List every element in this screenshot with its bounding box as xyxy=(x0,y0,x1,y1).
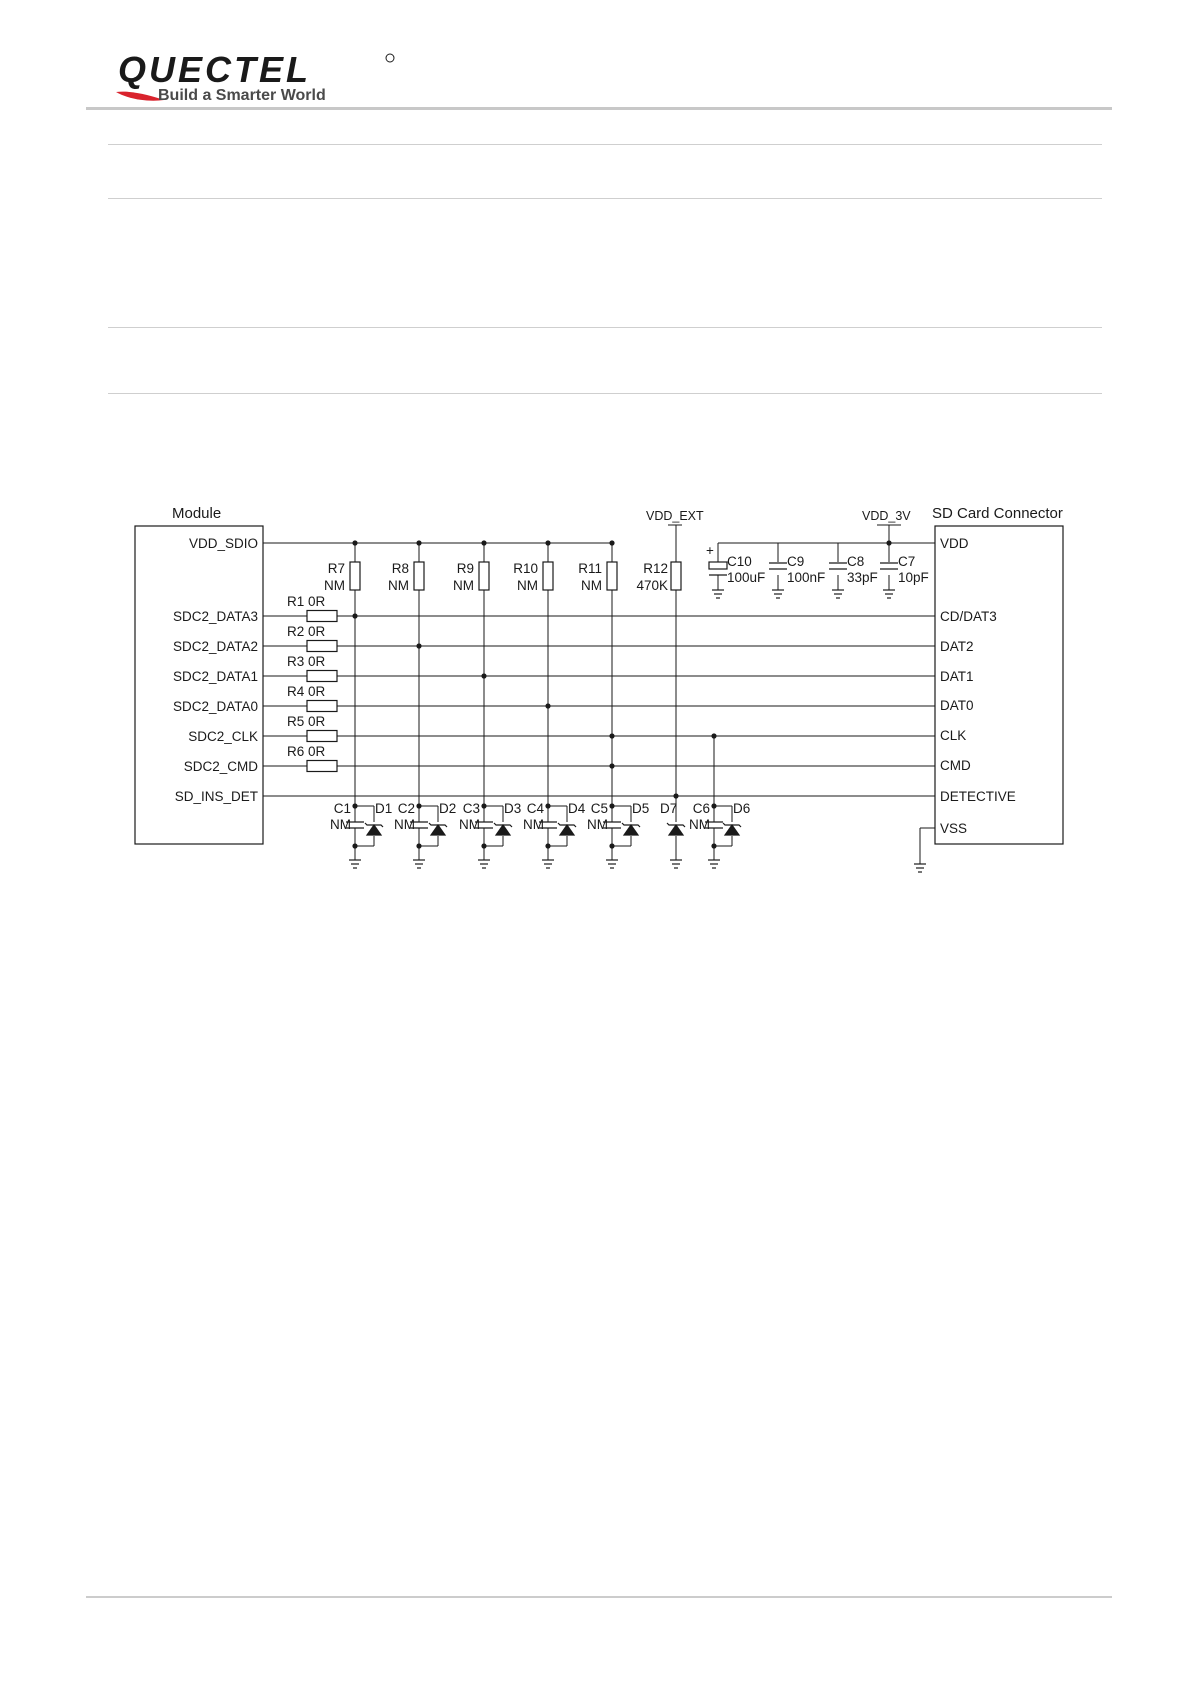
quectel-logo xyxy=(112,50,402,105)
logo-wordmark: QUECTEL xyxy=(118,50,312,90)
resistor-body xyxy=(543,562,553,590)
esd-cap-value: NM xyxy=(394,817,415,832)
junction-dot xyxy=(481,540,486,545)
tvs-diode-icon xyxy=(367,825,381,835)
cap-value: 10pF xyxy=(898,570,929,585)
junction-dot xyxy=(416,843,421,848)
junction-dot xyxy=(886,540,891,545)
junction-dot xyxy=(545,803,550,808)
junction-dot xyxy=(416,540,421,545)
ground-symbol xyxy=(606,860,618,868)
resistor-value: 0R xyxy=(308,714,326,729)
table-rule xyxy=(108,327,1102,328)
esd-cap-ref: C5 xyxy=(590,801,608,816)
resistor-ref: R3 xyxy=(287,654,305,669)
ground-symbol xyxy=(708,860,720,868)
resistor-body xyxy=(671,562,681,590)
module-title: Module xyxy=(172,505,222,522)
pullup-value: 470K xyxy=(636,578,668,593)
table-rule xyxy=(108,198,1102,199)
junction-dot xyxy=(609,763,614,768)
junction-dot xyxy=(481,673,486,678)
module-pin-label: SDC2_DATA2 xyxy=(172,639,258,654)
tvs-ref: D1 xyxy=(375,801,393,816)
esd-cap-value: NM xyxy=(459,817,480,832)
logo-swoosh xyxy=(116,92,164,101)
pullup-ref: R11 xyxy=(578,561,602,576)
ground-symbol xyxy=(349,860,361,868)
ground-symbol xyxy=(883,590,895,598)
ground-symbol xyxy=(772,590,784,598)
ground-symbol xyxy=(832,590,844,598)
connector-pin-label: VSS xyxy=(940,821,968,836)
tvs-diode-icon xyxy=(496,825,510,835)
resistor-value: 0R xyxy=(308,744,326,759)
ground-symbol xyxy=(478,860,490,868)
junction-dot xyxy=(352,803,357,808)
esd-cap-ref: C2 xyxy=(397,801,415,816)
tvs-diode-icon xyxy=(560,825,574,835)
module-pin-label: SDC2_DATA1 xyxy=(172,669,258,684)
connector-pin-label: DETECTIVE xyxy=(940,789,1016,804)
resistor-ref: R4 xyxy=(287,684,305,699)
resistor-body xyxy=(607,562,617,590)
resistor-body xyxy=(307,761,337,772)
registered-mark xyxy=(386,54,394,62)
tvs-diode-icon xyxy=(431,825,445,835)
junction-dot xyxy=(481,843,486,848)
logo-tagline: Build a Smarter World xyxy=(158,87,326,104)
cap-value: 100nF xyxy=(787,570,826,585)
connector-pin-label: CLK xyxy=(940,728,967,743)
tvs-diode-icon xyxy=(669,825,683,835)
resistor-ref: R5 xyxy=(287,714,305,729)
resistor-value: 0R xyxy=(308,624,326,639)
footer-divider xyxy=(86,1596,1112,1598)
connector-pin-label: CMD xyxy=(940,758,971,773)
module-pin-label: SDC2_CMD xyxy=(183,759,258,774)
tvs-ref: D7 xyxy=(660,801,678,816)
pullup-ref: R9 xyxy=(456,561,474,576)
resistor-body xyxy=(414,562,424,590)
tvs-ref: D6 xyxy=(733,801,751,816)
junction-dot xyxy=(673,793,678,798)
polarity-mark: + xyxy=(706,543,714,558)
connector-pin-label: DAT1 xyxy=(940,669,974,684)
tvs-diode-icon xyxy=(725,825,739,835)
ground-symbol xyxy=(413,860,425,868)
pullup-ref: R7 xyxy=(327,561,345,576)
cap-value: 33pF xyxy=(847,570,878,585)
junction-dot xyxy=(609,843,614,848)
junction-dot xyxy=(545,540,550,545)
vdd-3v-label: VDD_3V xyxy=(862,509,911,523)
pullup-value: NM xyxy=(581,578,602,593)
vdd-ext-label: VDD_EXT xyxy=(646,509,704,523)
tvs-diode-icon xyxy=(624,825,638,835)
resistor-body xyxy=(307,641,337,652)
resistor-body xyxy=(307,731,337,742)
junction-dot xyxy=(545,703,550,708)
resistor-body xyxy=(307,611,337,622)
tvs-ref: D2 xyxy=(439,801,457,816)
connector-pin-label: VDD xyxy=(940,536,969,551)
cap-ref: C9 xyxy=(787,554,805,569)
cap-ref: C10 xyxy=(727,554,752,569)
esd-cap-ref: C6 xyxy=(692,801,710,816)
resistor-body xyxy=(307,701,337,712)
esd-cap-ref: C4 xyxy=(526,801,544,816)
table-rule xyxy=(108,144,1102,145)
connector-pin-label: DAT2 xyxy=(940,639,974,654)
pullup-value: NM xyxy=(324,578,345,593)
junction-dot xyxy=(711,843,716,848)
connector-pin-label: DAT0 xyxy=(940,698,974,713)
table-rule xyxy=(108,393,1102,394)
pullup-value: NM xyxy=(388,578,409,593)
pullup-ref: R12 xyxy=(643,561,668,576)
sd-card-interface-schematic xyxy=(120,495,1080,885)
cap-value: 100uF xyxy=(727,570,766,585)
junction-dot xyxy=(416,803,421,808)
esd-cap-ref: C3 xyxy=(462,801,480,816)
connector-pin-label: CD/DAT3 xyxy=(940,609,997,624)
esd-cap-value: NM xyxy=(330,817,351,832)
header-divider xyxy=(86,107,1112,110)
module-pin-label: SDC2_CLK xyxy=(188,729,258,744)
ground-symbol xyxy=(670,860,682,868)
module-pin-label: SD_INS_DET xyxy=(174,789,258,804)
esd-cap-value: NM xyxy=(523,817,544,832)
resistor-ref: R1 xyxy=(287,594,305,609)
pullup-value: NM xyxy=(453,578,474,593)
junction-dot xyxy=(352,613,357,618)
esd-cap-value: NM xyxy=(689,817,710,832)
junction-dot xyxy=(609,803,614,808)
cap-ref: C7 xyxy=(898,554,916,569)
resistor-ref: R6 xyxy=(287,744,305,759)
junction-dot xyxy=(711,803,716,808)
resistor-body xyxy=(350,562,360,590)
electrolytic-capacitor xyxy=(709,562,727,569)
esd-cap-ref: C1 xyxy=(333,801,351,816)
resistor-value: 0R xyxy=(308,654,326,669)
pullup-value: NM xyxy=(517,578,538,593)
junction-dot xyxy=(416,643,421,648)
resistor-ref: R2 xyxy=(287,624,305,639)
tvs-ref: D5 xyxy=(632,801,650,816)
resistor-value: 0R xyxy=(308,594,326,609)
tvs-ref: D4 xyxy=(568,801,586,816)
resistor-body xyxy=(307,671,337,682)
ground-symbol xyxy=(712,590,724,598)
resistor-body xyxy=(479,562,489,590)
junction-dot xyxy=(609,540,614,545)
module-pin-label: VDD_SDIO xyxy=(188,536,258,551)
module-pin-label: SDC2_DATA3 xyxy=(172,609,258,624)
resistor-value: 0R xyxy=(308,684,326,699)
cap-ref: C8 xyxy=(847,554,865,569)
connector-title: SD Card Connector xyxy=(932,505,1063,522)
junction-dot xyxy=(545,843,550,848)
ground-symbol xyxy=(914,864,926,872)
tvs-ref: D3 xyxy=(504,801,522,816)
module-pin-label: SDC2_DATA0 xyxy=(172,699,258,714)
ground-symbol xyxy=(542,860,554,868)
junction-dot xyxy=(609,733,614,738)
junction-dot xyxy=(481,803,486,808)
junction-dot xyxy=(352,843,357,848)
esd-cap-value: NM xyxy=(587,817,608,832)
pullup-ref: R10 xyxy=(513,561,538,576)
pullup-ref: R8 xyxy=(391,561,409,576)
junction-dot xyxy=(352,540,357,545)
junction-dot xyxy=(711,733,716,738)
